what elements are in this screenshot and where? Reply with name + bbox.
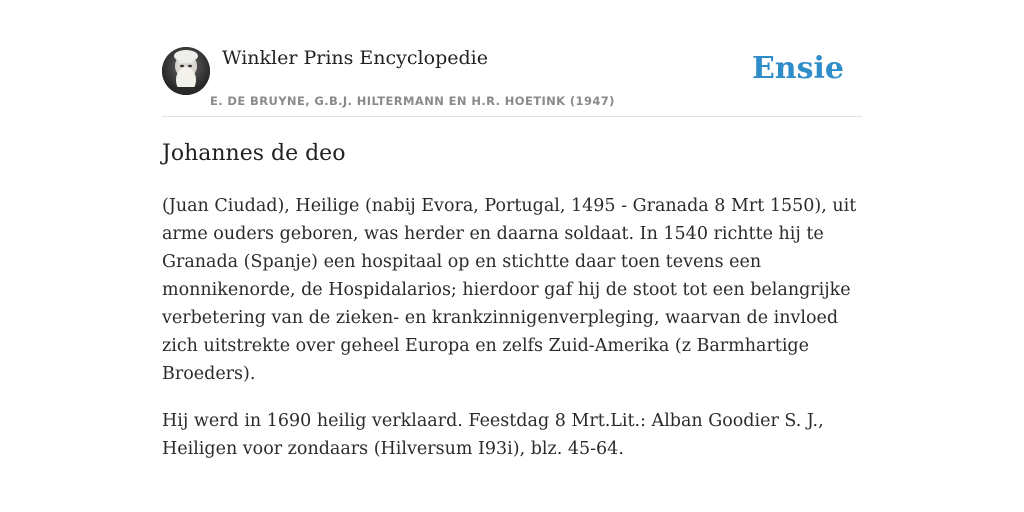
- brand-logo-link[interactable]: Ensie: [751, 51, 844, 86]
- article-paragraph: (Juan Ciudad), Heilige (nabij Evora, Portugal, 1495 - Granada 8 Mrt 1550), uit arme ouders geboren, was herder en daarna soldaat. In 1540 richtte hij te Granada (Spanje) een hospitaal op en stichtte daar toen tevens een monnikenorde, de Hospidalarios; hierdoor gaf hij de stoot tot een belangrijke verbetering van de zieken- en krankzinnigenverpleging, waarvan de invloed zich uitstrekte over geheel Europa en zelfs Zuid-Amerika (z Barmhartige Broeders).: [162, 196, 857, 384]
- article-title: Johannes de deo: [162, 141, 346, 166]
- avatar: [162, 47, 210, 95]
- portrait-image: [162, 47, 210, 95]
- publication-authors: E. DE BRUYNE, G.B.J. HILTERMANN EN H.R. HOETINK (1947): [210, 94, 615, 108]
- page: [162, 0, 862, 459]
- article-body: [162, 192, 862, 482]
- publication-title[interactable]: Winkler Prins Encyclopedie: [222, 47, 488, 69]
- article-paragraph: Hij werd in 1690 heilig verklaard. Feestdag 8 Mrt.Lit.: Alban Goodier S. J., Heiligen voor zondaars (Hilversum I93i), blz. 45-64.: [162, 411, 824, 459]
- header: [162, 0, 862, 117]
